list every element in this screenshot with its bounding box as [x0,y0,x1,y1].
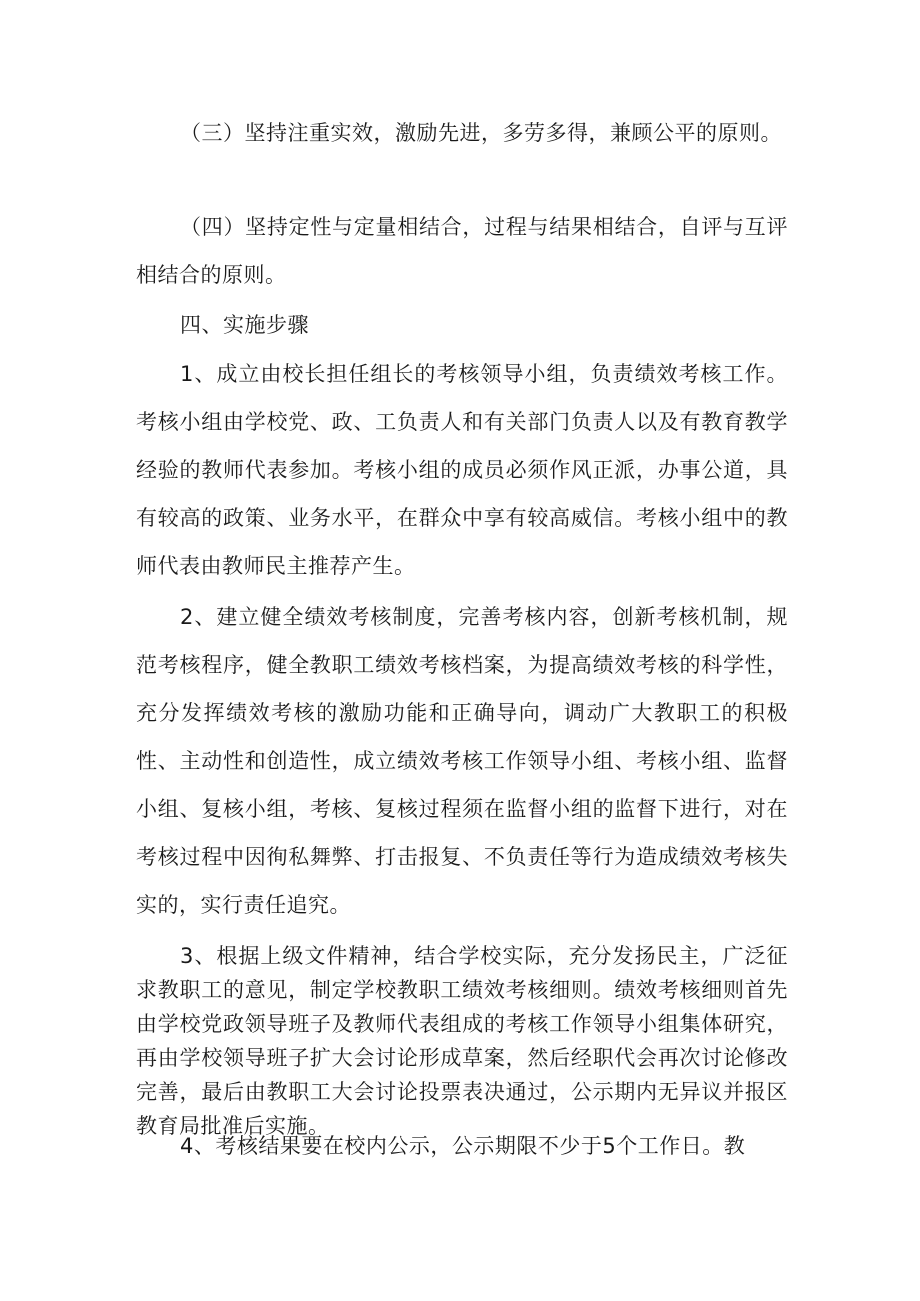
step-four-paragraph: 4、考核结果要在校内公示，公示期限不少于5个工作日。教 [180,1134,746,1158]
section-heading-implementation-steps: 四、实施步骤 [180,313,309,337]
step-two-paragraph: 2、建立健全绩效考核制度，完善考核内容，创新考核机制，规范考核程序，健全教职工绩效考核档案，为提高绩效考核的科学性，充分发挥绩效考核的激励功能和正确导向，调动广大教职工的积极性、主动性和创造性，成立绩效考核工作领导小组、考核小组、监督小组、复核小组，考核、复核过程须在监督小组的监督下进行，对在考核过程中因徇私舞弊、打击报复、不负责任等行为造成绩效考核失实的，实行责任追究。 [136,605,788,917]
principle-four-paragraph: （四）坚持定性与定量相结合，过程与结果相结合，自评与互评相结合的原则。 [136,215,788,287]
principle-three-paragraph: （三）坚持注重实效，激励先进，多劳多得，兼顾公平的原则。 [180,121,782,145]
step-one-paragraph: 1、成立由校长担任组长的考核领导小组，负责绩效考核工作。考核小组由学校党、政、工负责人和有关部门负责人以及有教育教学经验的教师代表参加。考核小组的成员必须作风正派，办事公道，具有较高的政策、业务水平，在群众中享有较高威信。考核小组中的教师代表由教师民主推荐产生。 [136,362,788,578]
step-three-paragraph: 3、根据上级文件精神，结合学校实际，充分发扬民主，广泛征求教职工的意见，制定学校教职工绩效考核细则。绩效考核细则首先由学校党政领导班子及教师代表组成的考核工作领导小组集体研究，再由学校领导班子扩大会讨论形成草案，然后经职代会再次讨论修改完善，最后由教职工大会讨论投票表决通过，公示期内无异议并报区教育局批准后实施。 [136,944,788,1138]
